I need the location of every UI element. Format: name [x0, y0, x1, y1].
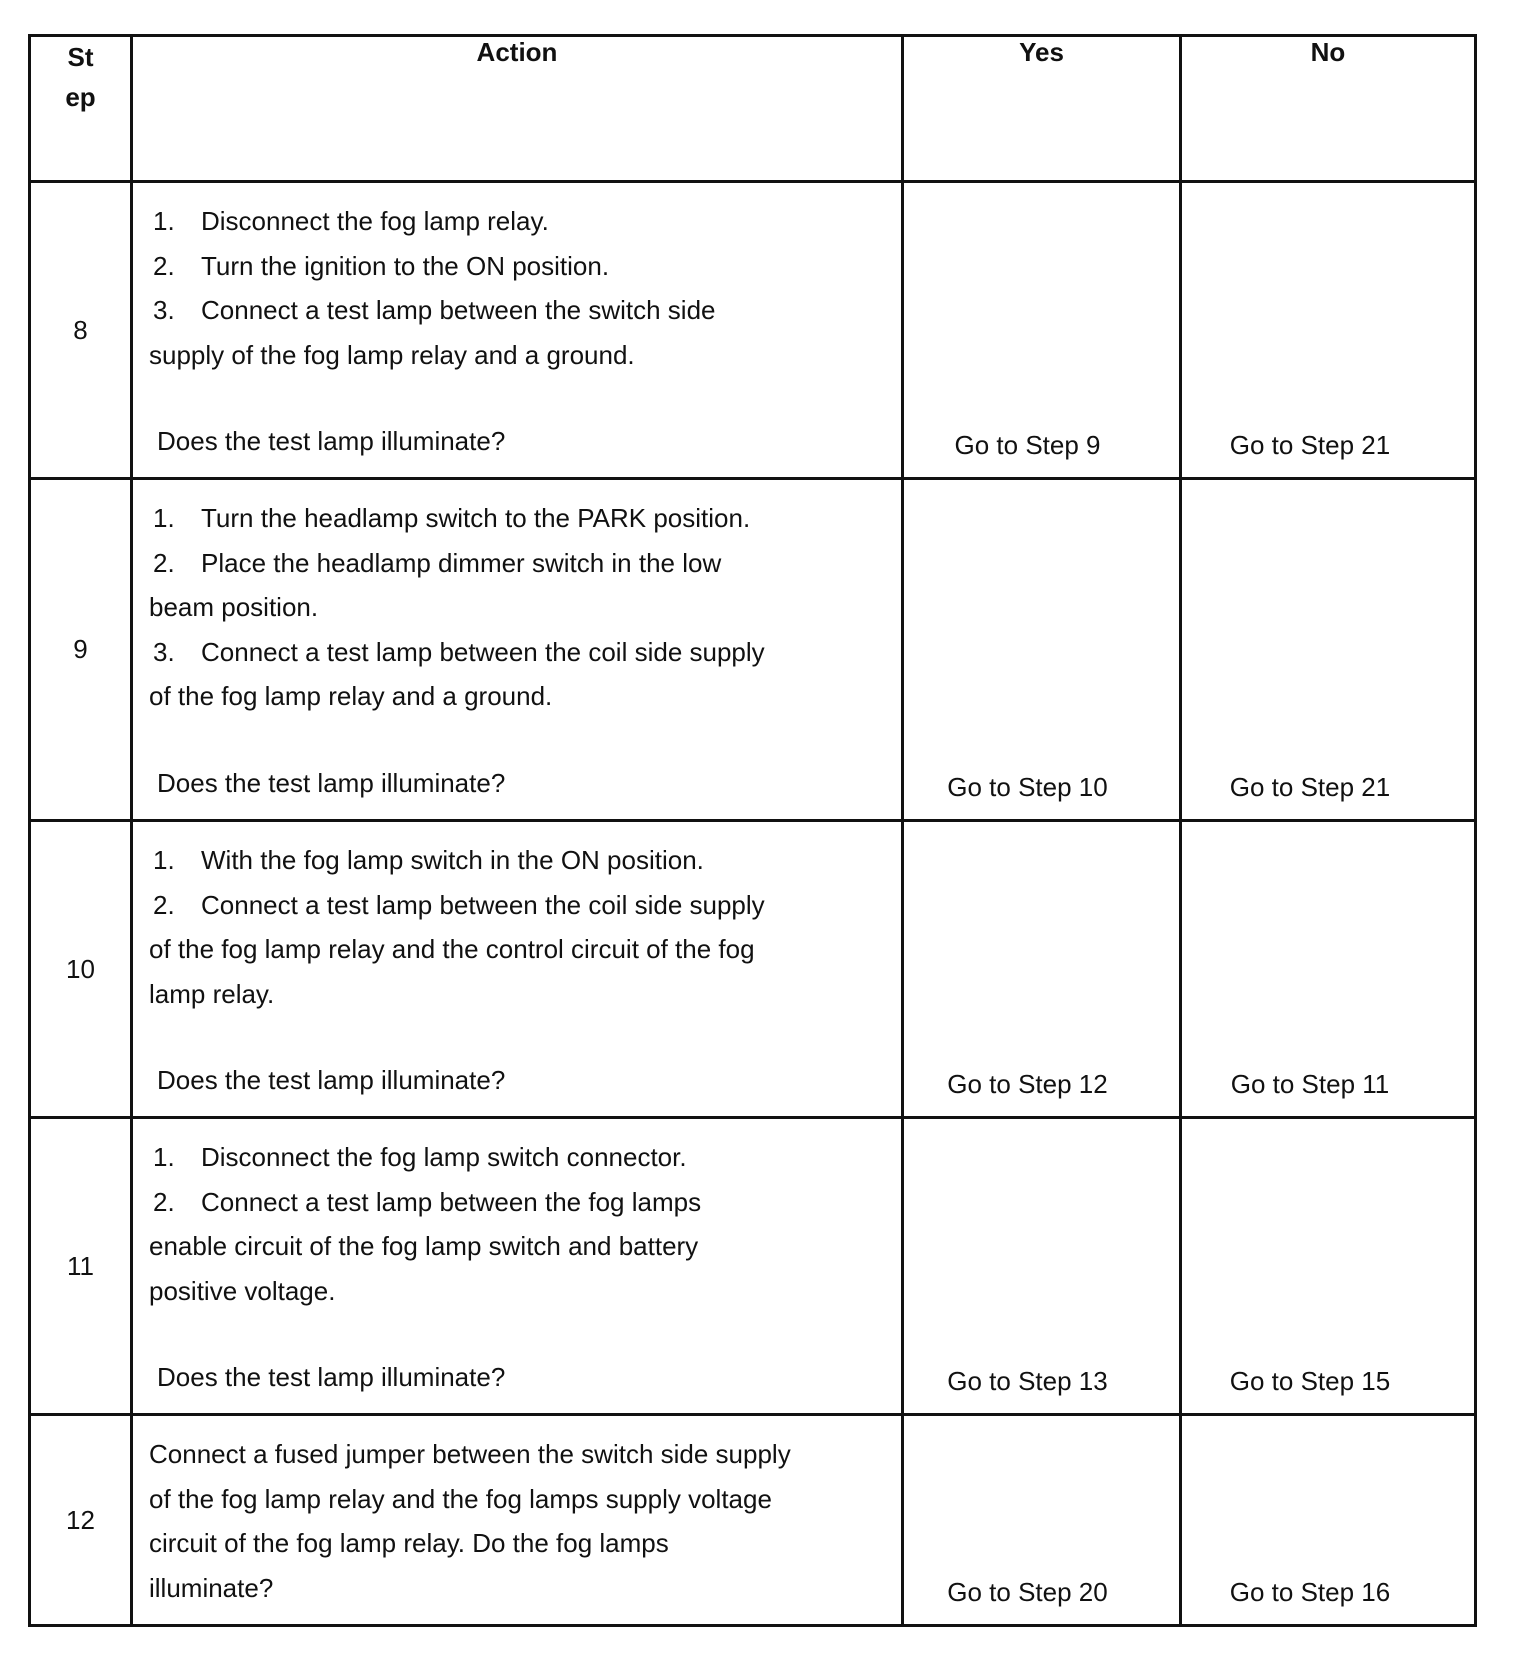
step-number: 11 [30, 1118, 132, 1415]
step-header-line1: St [67, 42, 94, 72]
yes-cell [903, 821, 1181, 1118]
action-question: Does the test lamp illuminate? [157, 1064, 506, 1095]
yes-result: Go to Step 9 [954, 430, 1101, 460]
action-item: 2. Connect a test lamp between the coil side supply [153, 889, 765, 920]
action-item-continuation: lamp relay. [149, 978, 275, 1009]
diagnostic-table [28, 34, 1477, 1627]
action-item: 3. Connect a test lamp between the coil side supply [153, 636, 765, 667]
yes-result: Go to Step 12 [947, 1069, 1108, 1099]
no-cell [1181, 1415, 1476, 1626]
step-number: 12 [30, 1415, 132, 1626]
action-item-continuation: supply of the fog lamp relay and a ground. [149, 339, 635, 370]
yes-result: Go to Step 20 [947, 1577, 1108, 1607]
action-item: 1. With the fog lamp switch in the ON position. [153, 845, 704, 875]
table-row [30, 182, 1476, 479]
action-item-continuation: of the fog lamp relay and the control circuit of the fog [149, 934, 755, 964]
yes-cell [903, 1415, 1181, 1626]
action-cell [132, 1118, 903, 1415]
table-row [30, 1415, 1476, 1626]
action-cell [132, 182, 903, 479]
step-column-header [30, 36, 132, 182]
no-cell [1181, 1118, 1476, 1415]
yes-result: Go to Step 10 [947, 772, 1108, 802]
no-result: Go to Step 15 [1229, 1366, 1391, 1396]
no-cell [1181, 821, 1476, 1118]
yes-column-header: Yes [903, 36, 1181, 182]
action-item: 1. Disconnect the fog lamp relay. [153, 206, 549, 236]
action-item: 1. Disconnect the fog lamp switch connector. [153, 1142, 687, 1172]
action-item: 2. Connect a test lamp between the fog lamps [153, 1186, 702, 1217]
table-row [30, 1118, 1476, 1415]
no-result: Go to Step 21 [1229, 430, 1391, 460]
step-number: 10 [30, 821, 132, 1118]
no-result: Go to Step 16 [1229, 1577, 1391, 1607]
table-header-row [30, 36, 1476, 182]
step-header-line2: ep [65, 82, 96, 112]
yes-cell [903, 1118, 1181, 1415]
yes-result: Go to Step 13 [947, 1366, 1108, 1396]
action-column-header: Action [132, 36, 903, 182]
action-paragraph-line: of the fog lamp relay and the fog lamps supply voltage [149, 1483, 772, 1514]
action-item-continuation: positive voltage. [149, 1275, 336, 1306]
action-item: 2. Place the headlamp dimmer switch in the low [153, 547, 722, 578]
action-cell [132, 821, 903, 1118]
action-item-continuation: beam position. [149, 592, 319, 622]
action-paragraph-line: circuit of the fog lamp relay. Do the fog lamps [149, 1528, 669, 1558]
action-item-continuation: of the fog lamp relay and a ground. [149, 681, 553, 711]
action-paragraph-line: Connect a fused jumper between the switch side supply [149, 1439, 791, 1469]
action-item: 1. Turn the headlamp switch to the PARK position. [153, 503, 751, 533]
no-column-header: No [1181, 36, 1476, 182]
no-cell [1181, 182, 1476, 479]
table-row [30, 821, 1476, 1118]
action-item: 2. Turn the ignition to the ON position. [153, 250, 610, 281]
action-question: Does the test lamp illuminate? [157, 767, 506, 798]
action-item: 3. Connect a test lamp between the switch side [153, 295, 716, 325]
action-cell [132, 1415, 903, 1626]
action-paragraph-line: illuminate? [149, 1572, 274, 1603]
yes-cell [903, 182, 1181, 479]
step-number: 8 [30, 182, 132, 479]
step-number: 9 [30, 479, 132, 821]
no-result: Go to Step 21 [1229, 772, 1391, 802]
no-cell [1181, 479, 1476, 821]
yes-cell [903, 479, 1181, 821]
action-cell [132, 479, 903, 821]
action-question: Does the test lamp illuminate? [157, 1361, 506, 1392]
no-result: Go to Step 11 [1230, 1069, 1390, 1099]
action-item-continuation: enable circuit of the fog lamp switch and battery [149, 1231, 699, 1261]
action-question: Does the test lamp illuminate? [157, 425, 506, 456]
table-row [30, 479, 1476, 821]
